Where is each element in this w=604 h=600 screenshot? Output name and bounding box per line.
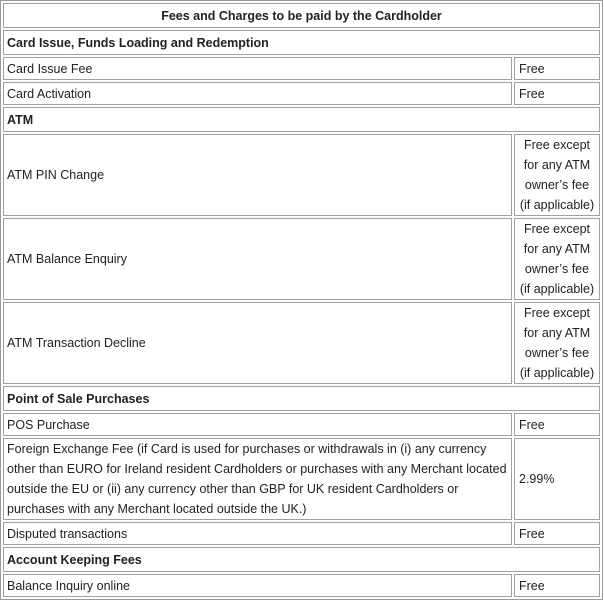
table-row <box>3 438 600 520</box>
table-row <box>3 413 600 436</box>
table-title: Fees and Charges to be paid by the Cardholder <box>3 3 600 28</box>
row-label-pos-purchase: POS Purchase <box>3 413 512 436</box>
row-value-balance-inquiry-online: Free <box>514 574 600 597</box>
row-value-fx-fee: 2.99% <box>514 438 600 520</box>
table-row <box>3 57 600 80</box>
row-label-atm-transaction-decline: ATM Transaction Decline <box>3 302 512 384</box>
table-title-row <box>3 3 600 28</box>
row-value-disputed: Free <box>514 522 600 545</box>
section-row <box>3 386 600 411</box>
table-row <box>3 82 600 105</box>
section-row <box>3 30 600 55</box>
row-label-card-activation: Card Activation <box>3 82 512 105</box>
row-value-card-activation: Free <box>514 82 600 105</box>
table-row <box>3 574 600 597</box>
table-row <box>3 134 600 216</box>
section-card-issue: Card Issue, Funds Loading and Redemption <box>3 30 600 55</box>
row-value-atm-balance-enquiry: Free except for any ATM owner’s fee (if applicable) <box>514 218 600 300</box>
row-label-disputed: Disputed transactions <box>3 522 512 545</box>
table-row <box>3 302 600 384</box>
section-row <box>3 547 600 572</box>
row-value-atm-pin-change: Free except for any ATM owner’s fee (if applicable) <box>514 134 600 216</box>
row-label-balance-inquiry-online: Balance Inquiry online <box>3 574 512 597</box>
row-label-atm-pin-change: ATM PIN Change <box>3 134 512 216</box>
section-row <box>3 107 600 132</box>
row-value-pos-purchase: Free <box>514 413 600 436</box>
row-value-card-issue-fee: Free <box>514 57 600 80</box>
row-label-card-issue-fee: Card Issue Fee <box>3 57 512 80</box>
section-account: Account Keeping Fees <box>3 547 600 572</box>
row-label-fx-fee: Foreign Exchange Fee (if Card is used for purchases or withdrawals in (i) any currency other than EURO for Ireland resident Cardholders or purchases with any Merchant located outside the EU or (ii) any currency other than GBP for UK resident Cardholders or purchases with any Merchant located outside the UK.) <box>3 438 512 520</box>
section-pos: Point of Sale Purchases <box>3 386 600 411</box>
table-row <box>3 218 600 300</box>
row-value-atm-transaction-decline: Free except for any ATM owner’s fee (if applicable) <box>514 302 600 384</box>
table-row <box>3 522 600 545</box>
row-label-atm-balance-enquiry: ATM Balance Enquiry <box>3 218 512 300</box>
section-atm: ATM <box>3 107 600 132</box>
